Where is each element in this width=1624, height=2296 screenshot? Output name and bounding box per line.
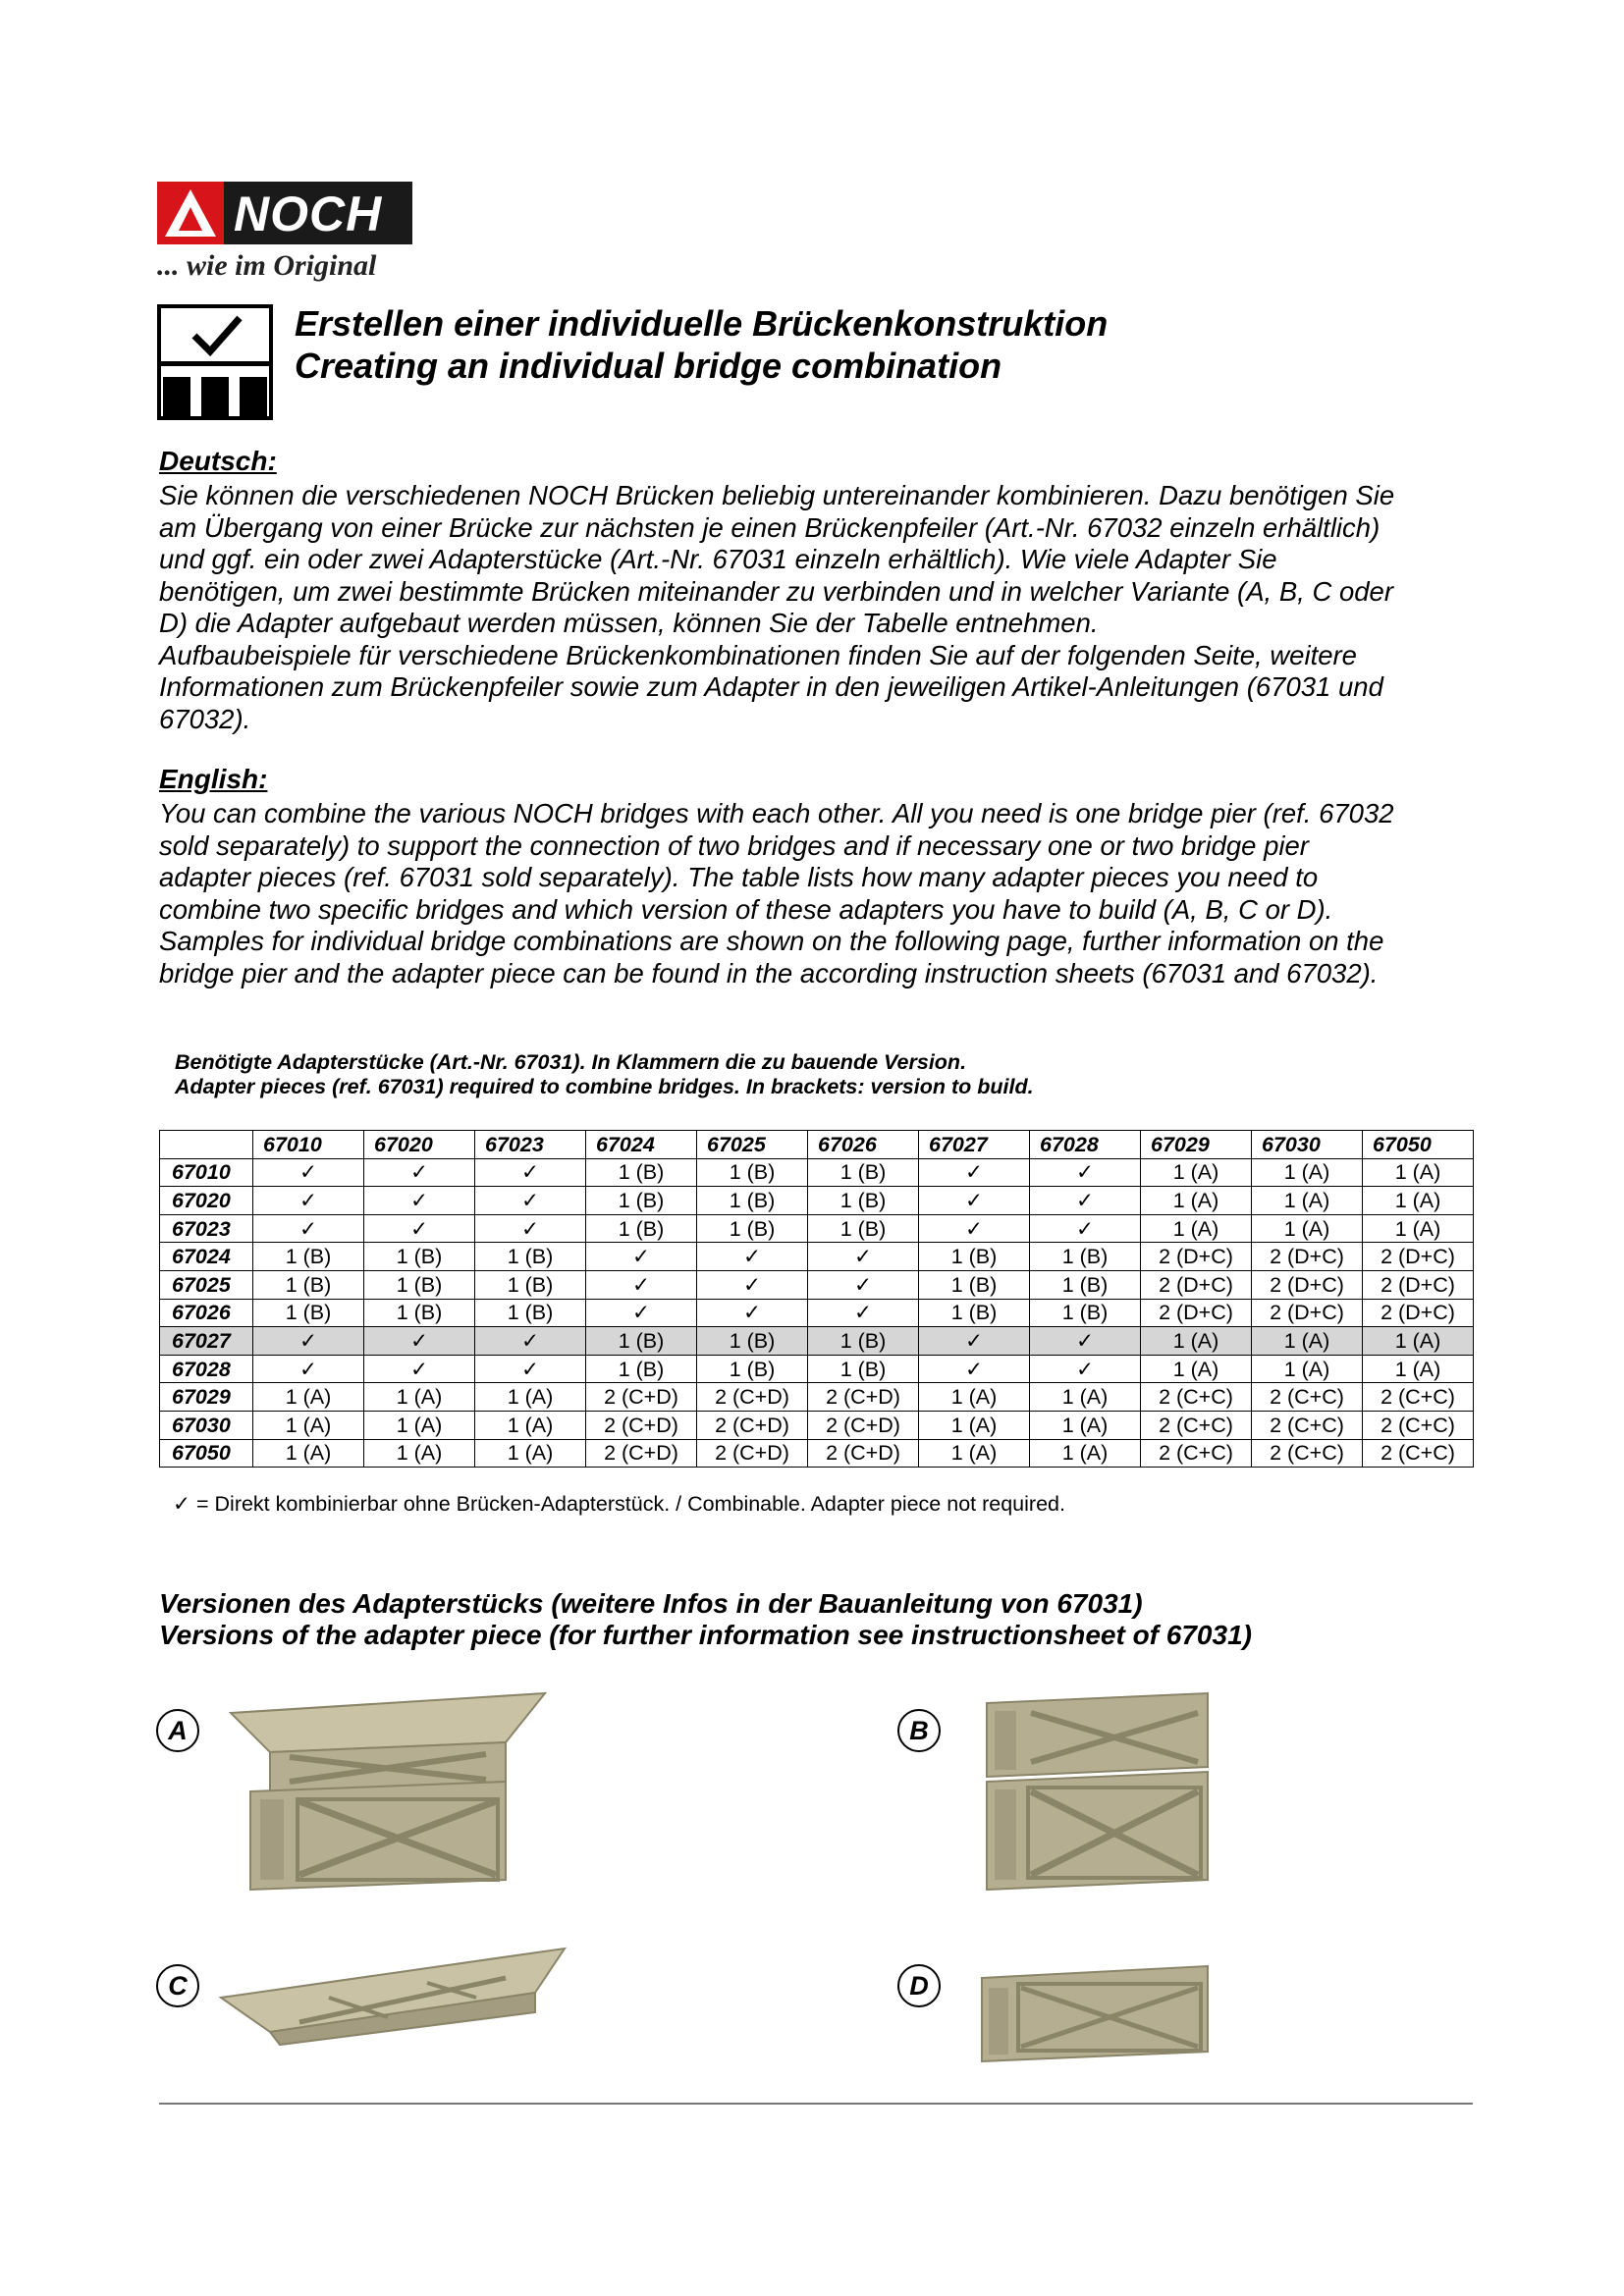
version-b-label: B xyxy=(897,1709,941,1752)
table-row xyxy=(160,1383,1474,1412)
table-cell: 2 (C+C) xyxy=(1252,1439,1363,1468)
english-line: You can combine the various NOCH bridges with each other. All you need is one bridge pier (ref. 67032 xyxy=(159,798,1394,828)
table-cell: 1 (B) xyxy=(1030,1299,1141,1327)
table-cell: ✓ xyxy=(475,1214,586,1243)
table-cell: 1 (B) xyxy=(808,1214,919,1243)
table-cell: 1 (B) xyxy=(586,1327,697,1356)
table-cell: 2 (C+C) xyxy=(1363,1411,1474,1439)
table-cell: 1 (A) xyxy=(919,1411,1030,1439)
row-header: 67025 xyxy=(160,1270,253,1299)
table-cell: 1 (B) xyxy=(919,1243,1030,1271)
noch-logo xyxy=(157,182,412,244)
table-cell: ✓ xyxy=(1030,1355,1141,1383)
table-cell: 1 (A) xyxy=(1363,1355,1474,1383)
adapter-piece-a-image xyxy=(211,1683,565,1899)
table-header-row xyxy=(160,1131,1474,1159)
table-cell: 1 (A) xyxy=(1363,1187,1474,1215)
table-cell: 1 (B) xyxy=(364,1299,475,1327)
table-cell: 1 (A) xyxy=(1363,1214,1474,1243)
table-cell: ✓ xyxy=(697,1243,808,1271)
table-cell: 1 (B) xyxy=(586,1187,697,1215)
table-cell: 1 (A) xyxy=(1252,1158,1363,1187)
deutsch-heading: Deutsch: xyxy=(159,446,277,476)
column-header: 67028 xyxy=(1030,1131,1141,1159)
english-line: Samples for individual bridge combinations are shown on the following page, further information on the xyxy=(159,926,1384,956)
table-cell: 2 (C+C) xyxy=(1363,1383,1474,1412)
table-cell: ✓ xyxy=(475,1327,586,1356)
table-cell: ✓ xyxy=(253,1214,364,1243)
table-cell: ✓ xyxy=(586,1299,697,1327)
checklist-icon xyxy=(157,304,273,420)
deutsch-line: am Übergang von einer Brücke zur nächsten je einen Brückenpfeiler (Art.-Nr. 67032 einzeln erhältlich) xyxy=(159,511,1380,543)
table-cell: 2 (C+D) xyxy=(586,1439,697,1468)
table-cell: 1 (B) xyxy=(697,1187,808,1215)
table-cell: 1 (B) xyxy=(697,1327,808,1356)
version-a-label: A xyxy=(156,1709,199,1752)
table-cell: 1 (A) xyxy=(1141,1187,1252,1215)
table-cell: ✓ xyxy=(1030,1158,1141,1187)
deutsch-line: 67032). xyxy=(159,703,251,734)
deutsch-section xyxy=(159,445,1475,735)
english-line: sold separately) to support the connection of two bridges and if necessary one or two bridge pier xyxy=(159,829,1309,861)
table-row xyxy=(160,1158,1474,1187)
table-cell: ✓ xyxy=(253,1158,364,1187)
table-cell: 1 (B) xyxy=(586,1214,697,1243)
adapter-piece-c-image xyxy=(211,1939,574,2047)
table-cell: 2 (D+C) xyxy=(1141,1243,1252,1271)
footer-divider xyxy=(159,2103,1473,2105)
table-cell: ✓ xyxy=(586,1270,697,1299)
table-cell: 1 (A) xyxy=(364,1383,475,1412)
table-cell: ✓ xyxy=(586,1243,697,1271)
table-cell: ✓ xyxy=(364,1158,475,1187)
column-header: 67023 xyxy=(475,1131,586,1159)
table-cell: 1 (A) xyxy=(1252,1355,1363,1383)
table-cell: 2 (D+C) xyxy=(1363,1243,1474,1271)
table-cell: 2 (D+C) xyxy=(1363,1270,1474,1299)
table-cell: 1 (B) xyxy=(919,1299,1030,1327)
table-cell: ✓ xyxy=(364,1327,475,1356)
english-section xyxy=(159,763,1475,989)
adapter-piece-b-image xyxy=(977,1683,1218,1895)
page-title-en: Creating an individual bridge combination xyxy=(295,346,1002,386)
table-cell: 1 (B) xyxy=(808,1355,919,1383)
page-title-de: Erstellen einer individuelle Brückenkonstruktion xyxy=(295,303,1109,344)
page-title xyxy=(295,302,1108,387)
table-cell: 2 (C+D) xyxy=(586,1383,697,1412)
table-cell: ✓ xyxy=(1030,1327,1141,1356)
table-cell: 1 (A) xyxy=(1141,1158,1252,1187)
table-cell: 1 (A) xyxy=(1252,1327,1363,1356)
table-cell: 1 (A) xyxy=(1363,1158,1474,1187)
table-cell: 2 (C+D) xyxy=(697,1383,808,1412)
table-cell: 2 (D+C) xyxy=(1141,1299,1252,1327)
table-cell: 1 (B) xyxy=(697,1158,808,1187)
table-cell: 1 (A) xyxy=(1141,1355,1252,1383)
table-cell: 2 (C+C) xyxy=(1141,1383,1252,1412)
table-cell: 1 (A) xyxy=(1363,1327,1474,1356)
table-cell: ✓ xyxy=(1030,1214,1141,1243)
table-cell: 1 (B) xyxy=(808,1327,919,1356)
row-header: 67027 xyxy=(160,1327,253,1356)
row-header: 67030 xyxy=(160,1411,253,1439)
table-cell: 1 (B) xyxy=(475,1243,586,1271)
table-cell: 1 (B) xyxy=(919,1270,1030,1299)
table-cell: ✓ xyxy=(919,1187,1030,1215)
deutsch-line: Sie können die verschiedenen NOCH Brücken beliebig untereinander kombinieren. Dazu benötigen Sie xyxy=(159,480,1395,510)
table-caption-en: Adapter pieces (ref. 67031) required to combine bridges. In brackets: version to build. xyxy=(175,1075,1034,1098)
english-line: combine two specific bridges and which version of these adapters you have to build (A, B, C or D). xyxy=(159,893,1333,925)
table-cell: ✓ xyxy=(919,1327,1030,1356)
table-cell: 1 (A) xyxy=(475,1411,586,1439)
table-cell: 1 (A) xyxy=(253,1411,364,1439)
logo-brand-text: NOCH xyxy=(234,187,383,241)
versions-title xyxy=(159,1588,1252,1651)
table-cell: 2 (D+C) xyxy=(1363,1299,1474,1327)
english-line: adapter pieces (ref. 67031 sold separately). The table lists how many adapter pieces you need to xyxy=(159,862,1319,892)
table-cell: ✓ xyxy=(475,1355,586,1383)
table-cell: ✓ xyxy=(253,1327,364,1356)
table-cell: 1 (B) xyxy=(475,1299,586,1327)
table-cell: 1 (B) xyxy=(253,1243,364,1271)
row-header: 67029 xyxy=(160,1383,253,1412)
row-header: 67050 xyxy=(160,1439,253,1468)
column-header: 67027 xyxy=(919,1131,1030,1159)
table-cell: 1 (B) xyxy=(808,1158,919,1187)
table-cell: 1 (B) xyxy=(1030,1243,1141,1271)
table-cell: 1 (A) xyxy=(919,1383,1030,1412)
table-cell: 2 (C+D) xyxy=(808,1439,919,1468)
logo-red-block xyxy=(157,182,224,244)
table-caption-de: Benötigte Adapterstücke (Art.-Nr. 67031). In Klammern die zu bauende Version. xyxy=(175,1050,967,1074)
table-cell: ✓ xyxy=(475,1187,586,1215)
row-header: 67026 xyxy=(160,1299,253,1327)
adapter-piece-d-image xyxy=(977,1958,1213,2066)
table-cell: 1 (A) xyxy=(364,1439,475,1468)
table-row xyxy=(160,1270,1474,1299)
table-cell: ✓ xyxy=(364,1214,475,1243)
table-cell: 2 (C+C) xyxy=(1252,1383,1363,1412)
column-header: 67010 xyxy=(253,1131,364,1159)
table-cell: ✓ xyxy=(919,1355,1030,1383)
table-cell: 2 (C+D) xyxy=(697,1439,808,1468)
table-cell: ✓ xyxy=(364,1187,475,1215)
deutsch-line: benötigen, um zwei bestimmte Brücken miteinander zu verbinden und in welcher Variante (A, B, C oder xyxy=(159,575,1393,607)
table-cell: 1 (A) xyxy=(1252,1187,1363,1215)
table-cell: 2 (C+C) xyxy=(1141,1411,1252,1439)
table-cell: 2 (C+D) xyxy=(808,1411,919,1439)
row-header: 67010 xyxy=(160,1158,253,1187)
deutsch-line: D) die Adapter aufgebaut werden müssen, können Sie der Tabelle entnehmen. xyxy=(159,608,1099,638)
table-cell: ✓ xyxy=(253,1187,364,1215)
english-heading: English: xyxy=(159,764,268,794)
versions-title-en: Versions of the adapter piece (for further information see instructionsheet of 67031) xyxy=(159,1620,1252,1650)
table-cell: 1 (A) xyxy=(253,1383,364,1412)
logo-tagline: ... wie im Original xyxy=(157,249,377,282)
table-cell: 1 (A) xyxy=(1030,1383,1141,1412)
table-cell: 1 (A) xyxy=(1030,1411,1141,1439)
table-cell: 1 (A) xyxy=(253,1439,364,1468)
table-caption xyxy=(175,1050,1034,1099)
table-cell: ✓ xyxy=(697,1299,808,1327)
column-header: 67024 xyxy=(586,1131,697,1159)
table-cell: 1 (B) xyxy=(475,1270,586,1299)
table-row xyxy=(160,1214,1474,1243)
table-cell: 1 (B) xyxy=(364,1243,475,1271)
table-cell: 1 (B) xyxy=(253,1270,364,1299)
row-header: 67024 xyxy=(160,1243,253,1271)
table-cell: ✓ xyxy=(919,1158,1030,1187)
table-cell: 2 (C+C) xyxy=(1252,1411,1363,1439)
table-row xyxy=(160,1243,1474,1271)
table-cell: ✓ xyxy=(808,1270,919,1299)
table-row xyxy=(160,1411,1474,1439)
column-header: 67030 xyxy=(1252,1131,1363,1159)
table-cell: 1 (B) xyxy=(586,1158,697,1187)
english-line: bridge pier and the adapter piece can be found in the according instruction sheets (67031 and 67032). xyxy=(159,957,1379,988)
column-header: 67050 xyxy=(1363,1131,1474,1159)
table-cell: 2 (C+D) xyxy=(586,1411,697,1439)
table-cell: 1 (B) xyxy=(586,1355,697,1383)
table-cell: ✓ xyxy=(253,1355,364,1383)
table-cell: ✓ xyxy=(475,1158,586,1187)
deutsch-line: und ggf. ein oder zwei Adapterstücke (Art.-Nr. 67031 einzeln erhältlich). Wie viele Adapter Sie xyxy=(159,544,1277,574)
table-cell: 1 (A) xyxy=(475,1439,586,1468)
version-c-label: C xyxy=(156,1964,199,2007)
table-cell: ✓ xyxy=(1030,1187,1141,1215)
table-cell: 1 (B) xyxy=(697,1214,808,1243)
table-cell: 1 (B) xyxy=(1030,1270,1141,1299)
deutsch-line: Informationen zum Brückenpfeiler sowie zum Adapter in den jeweiligen Artikel-Anleitungen (67031 und xyxy=(159,671,1383,702)
logo-triangle-icon xyxy=(157,182,224,244)
table-cell: 1 (B) xyxy=(697,1355,808,1383)
table-cell: 1 (B) xyxy=(808,1187,919,1215)
table-cell: 2 (C+D) xyxy=(697,1411,808,1439)
table-cell: 2 (D+C) xyxy=(1252,1270,1363,1299)
table-legend: ✓ = Direkt kombinierbar ohne Brücken-Adapterstück. / Combinable. Adapter piece not required. xyxy=(173,1492,1065,1516)
table-row xyxy=(160,1327,1474,1356)
table-cell: 1 (A) xyxy=(1141,1214,1252,1243)
row-header: 67023 xyxy=(160,1214,253,1243)
table-row xyxy=(160,1355,1474,1383)
table-cell: 1 (A) xyxy=(919,1439,1030,1468)
column-header: 67025 xyxy=(697,1131,808,1159)
table-row xyxy=(160,1439,1474,1468)
table-cell: 2 (D+C) xyxy=(1141,1270,1252,1299)
table-row xyxy=(160,1187,1474,1215)
table-cell: ✓ xyxy=(808,1299,919,1327)
table-cell: 2 (D+C) xyxy=(1252,1243,1363,1271)
row-header: 67020 xyxy=(160,1187,253,1215)
table-row xyxy=(160,1299,1474,1327)
table-cell: 1 (A) xyxy=(475,1383,586,1412)
table-cell: 2 (C+C) xyxy=(1363,1439,1474,1468)
row-header: 67028 xyxy=(160,1355,253,1383)
table-cell: 1 (B) xyxy=(364,1270,475,1299)
adapter-table xyxy=(159,1130,1474,1468)
table-cell: 2 (C+C) xyxy=(1141,1439,1252,1468)
version-d-label: D xyxy=(897,1964,941,2007)
versions-title-de: Versionen des Adapterstücks (weitere Infos in der Bauanleitung von 67031) xyxy=(159,1588,1143,1619)
table-cell: ✓ xyxy=(919,1214,1030,1243)
table-cell: 1 (A) xyxy=(364,1411,475,1439)
column-header: 67020 xyxy=(364,1131,475,1159)
table-cell: ✓ xyxy=(808,1243,919,1271)
table-cell: 2 (D+C) xyxy=(1252,1299,1363,1327)
table-cell: 2 (C+D) xyxy=(808,1383,919,1412)
table-cell: 1 (A) xyxy=(1030,1439,1141,1468)
column-header: 67029 xyxy=(1141,1131,1252,1159)
table-cell: 1 (A) xyxy=(1252,1214,1363,1243)
table-corner-cell xyxy=(160,1131,253,1159)
table-cell: 1 (B) xyxy=(253,1299,364,1327)
column-header: 67026 xyxy=(808,1131,919,1159)
table-cell: ✓ xyxy=(364,1355,475,1383)
table-cell: 1 (A) xyxy=(1141,1327,1252,1356)
table-cell: ✓ xyxy=(697,1270,808,1299)
deutsch-line: Aufbaubeispiele für verschiedene Brückenkombinationen finden Sie auf der folgenden Seite, weitere xyxy=(159,639,1357,670)
